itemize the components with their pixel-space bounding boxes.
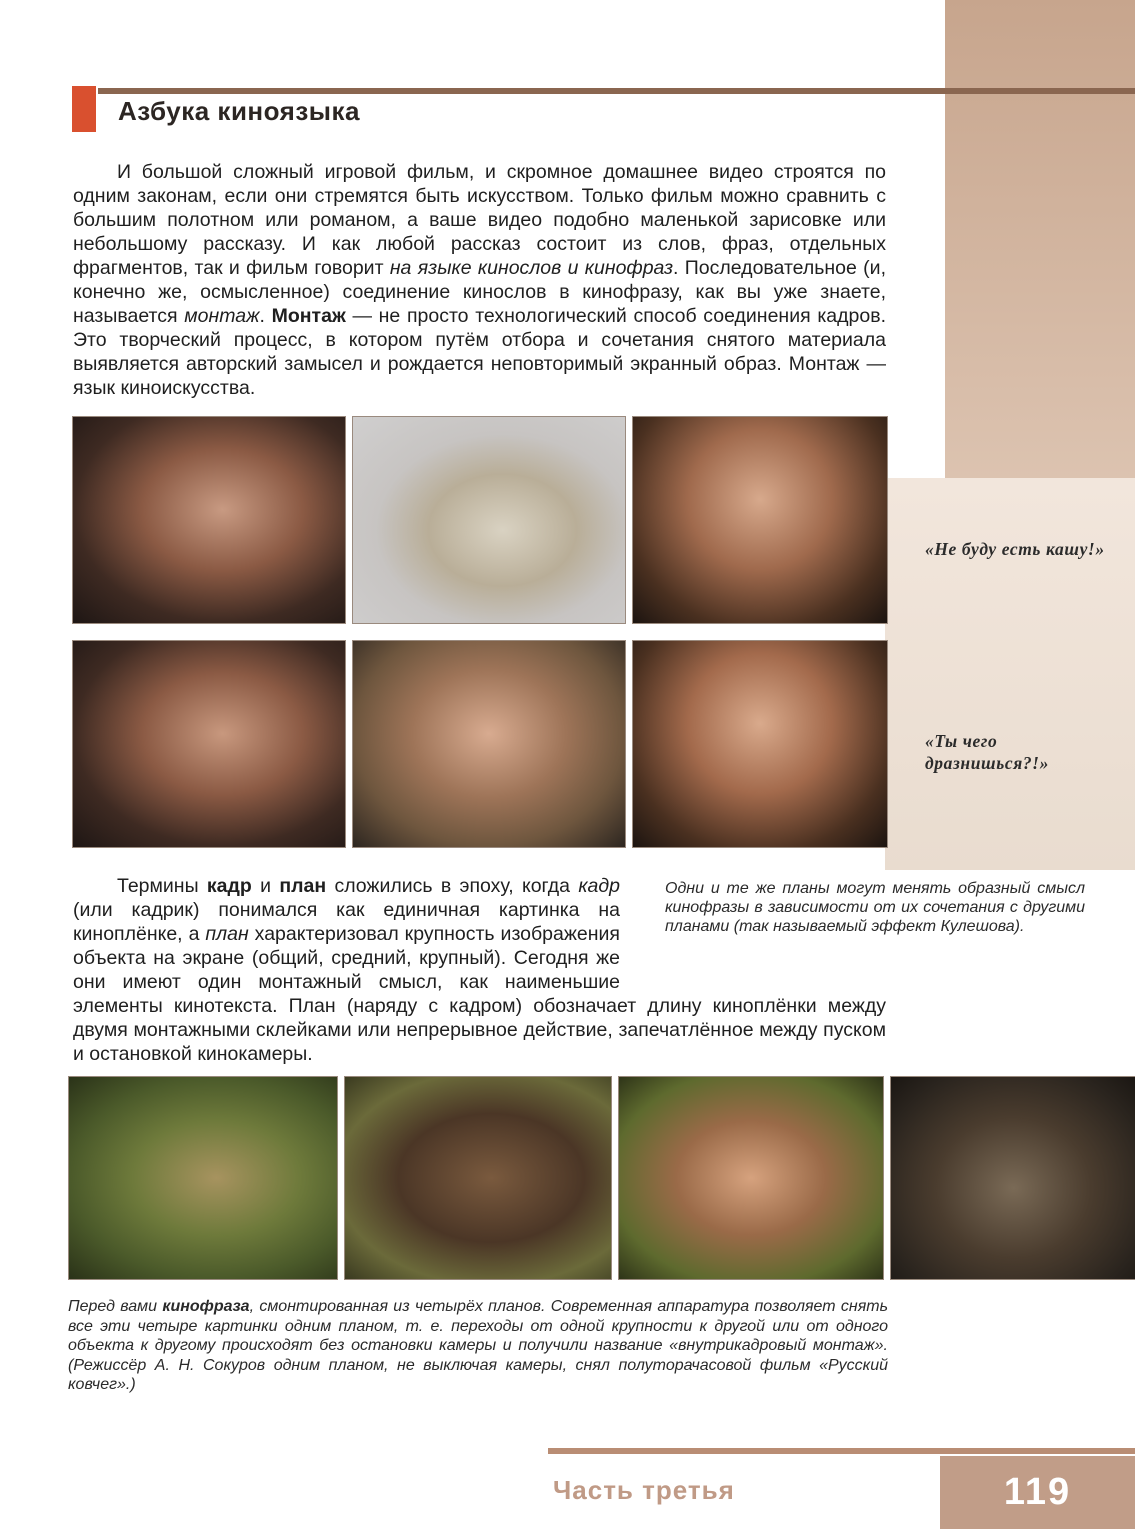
quote-teasing: «Ты чего дразнишься?!» xyxy=(925,731,1049,773)
quote-porridge: «Не буду есть кашу!» xyxy=(925,539,1105,559)
caption-text-2: , смонтированная из четырёх планов. Современная аппаратура позволяет снять все эти четыре картинки одним планом, т. е. переходы от одной крупности к другой или от одного объекта к другому происходят без остановки камеры и получили название «внутрикадровый монтаж». (Режиссёр А. Н. Сокуров одним планом, не выключая камеры, снял полуторачасовой фильм «Русский ковчег».) xyxy=(68,1298,889,1393)
intro-text-4: — не просто технологический способ соединения кадров. Это творческий процесс, в котором путём отбора и сочетания снятого материала выявляется авторский замысел и рождается неповторимый экранный образ. Монтаж — язык киноискусства. xyxy=(73,305,886,399)
photo-boy-tongue-out xyxy=(352,640,626,848)
title-marker xyxy=(72,86,96,132)
photo-boy-looking-up xyxy=(618,1076,884,1280)
page-number-box xyxy=(940,1456,1135,1529)
footer-rule xyxy=(548,1448,1135,1454)
intro-text-2: . Последовательное (и, конечно же, осмысленное) соединение кинослов в кинофразу, как вы уже знаете, называется xyxy=(73,257,886,327)
side-decor-panel-lower xyxy=(885,478,1135,870)
section-title: Азбука киноязыка xyxy=(118,96,360,126)
terms-emphasis-kadr: кадр xyxy=(578,875,620,897)
intro-emphasis-1: на языке кинослов и кинофраз xyxy=(389,257,674,279)
intro-paragraph xyxy=(73,160,886,400)
caption-bold-term: кинофраза xyxy=(162,1298,250,1315)
terms-emphasis-plan: план xyxy=(205,923,249,945)
intro-text-3: . xyxy=(259,305,272,327)
terms-text-4: (или кадрик) понимался как единичная картинка на киноплёнке, а xyxy=(73,899,620,945)
terms-text-2: и xyxy=(251,875,280,897)
header-rule xyxy=(98,88,1135,94)
intro-bold-term: Монтаж xyxy=(271,305,346,327)
terms-text-5: характеризовал крупность изображения объекта на экране (общий, средний, крупный). Сегодня же они имеют один монтажный смысл, как наименьшие элементы кинотекста. План (наряду с кадром) обозначает длину киноплёнки между двумя монтажными склейками или непрерывное действие, запечатлённое между пуском и остановкой кинокамеры. xyxy=(73,923,886,1065)
kuleshov-caption: Одни и те же планы могут менять образный смысл кинофразы в зависимости от их сочетания с другими планами (так называемый эффект Кулешова). xyxy=(665,880,1085,935)
photo-squirrel-closeup xyxy=(344,1076,612,1280)
part-label: Часть третья xyxy=(553,1475,735,1505)
photo-boy-grimace-2 xyxy=(632,640,888,848)
photo-boy-neutral-1 xyxy=(72,416,346,624)
kinofraza-caption xyxy=(68,1297,888,1395)
intro-emphasis-2: монтаж xyxy=(184,305,260,327)
terms-text-3: сложились в эпоху, когда xyxy=(326,875,579,897)
photo-boy-grimace-1 xyxy=(632,416,888,624)
terms-bold-kadr: кадр xyxy=(206,875,252,897)
page-number: 119 xyxy=(1003,1471,1072,1513)
terms-text-1: Термины xyxy=(117,875,207,897)
side-decor-panel xyxy=(945,0,1135,478)
photo-children-tree xyxy=(68,1076,338,1280)
intro-text-1: И большой сложный игровой фильм, и скромное домашнее видео строятся по одним законам, если они стремятся быть искусством. Только фильм можно сравнить с большим полотном или романом, а ваше видео подобно маленькой зарисовке или небольшому рассказу. И как любой рассказ состоит из слов, фраз, отдельных фрагментов, так и фильм говорит xyxy=(73,161,886,279)
photo-boy-neutral-2 xyxy=(72,640,346,848)
photo-squirrel-hand xyxy=(890,1076,1135,1280)
caption-text-1: Перед вами xyxy=(68,1298,163,1315)
terms-bold-plan: план xyxy=(279,875,327,897)
photo-porridge-bowl xyxy=(352,416,626,624)
